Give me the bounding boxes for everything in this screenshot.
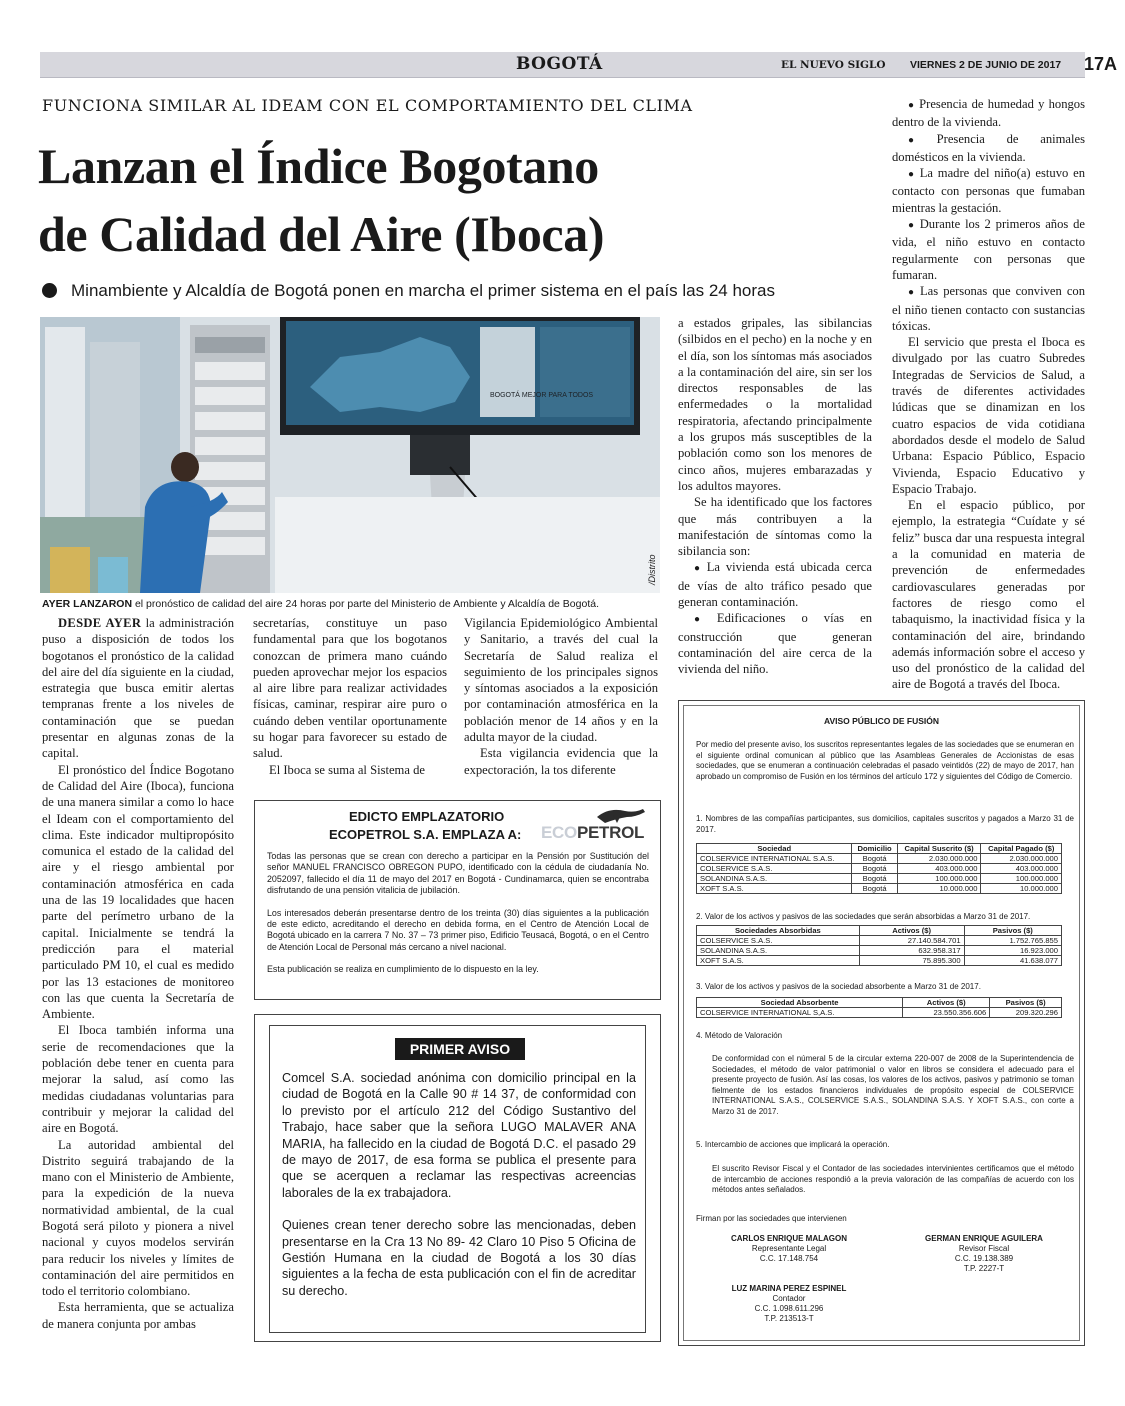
table-cell: 10.000.000 <box>897 884 981 894</box>
paragraph: El Iboca se suma al Sistema de <box>269 762 425 777</box>
signer-name: GERMAN ENRIQUE AGUILERA <box>925 1234 1043 1243</box>
signature-block <box>714 1234 864 1264</box>
paragraph: secretarías, constituye un paso fundamental para que los bogotanos conozcan de primera mano cuándo pueden aprovechar mejor los espacios al aire libre para realizar actividades físicas, caminar, respirar aire puro o cuándo deben ventilar oportunamente su hogar para favorecer su estado de salud. <box>253 616 447 761</box>
table-row <box>697 956 1062 966</box>
paragraph: Quienes crean tener derecho sobre las mencionadas, deben presentarse en la Cra 13 No 89- 42 Claro 10 Piso 5 Oficina de Gestión Humana en la ciudad de Bogotá a los 30 días siguientes a la fecha de esta publicación con el fin de acreditar su derecho. <box>282 1218 636 1298</box>
article-column-5 <box>892 96 1085 693</box>
signer-role: Revisor Fiscal <box>958 1244 1010 1253</box>
bullet-item: ● La madre del niño(a) estuvo en contacto con personas que fumaban mientras la gestación. <box>892 165 1085 216</box>
table-cell: COLSERVICE INTERNATIONAL S,A.S. <box>697 1008 903 1018</box>
table-cell: 100.000.000 <box>981 874 1062 884</box>
signer-name: LUZ MARINA PEREZ ESPINEL <box>731 1284 847 1293</box>
table-cell: Bogotá <box>852 874 897 884</box>
fusion-item-5: 5. Intercambio de acciones que implicará la operación. <box>696 1140 890 1149</box>
column-header: Pasivos ($) <box>990 998 1062 1008</box>
edicto-body <box>267 851 649 987</box>
table-cell: 27.140.584.701 <box>859 936 964 946</box>
photo-illustration <box>40 317 660 593</box>
table-cell: Bogotá <box>852 854 897 864</box>
table-cell: 632.958.317 <box>859 946 964 956</box>
table-row <box>697 946 1062 956</box>
table-cell: XOFT S.A.S. <box>697 884 852 894</box>
article-column-4 <box>678 315 872 678</box>
bullet-item: ● Durante los 2 primeros años de vida, el niño estuvo en contacto regularmente con personas que fumaran. <box>892 216 1085 283</box>
subtitle-text: Minambiente y Alcaldía de Bogotá ponen en marcha el primer sistema en el país las 24 horas <box>71 281 776 300</box>
signer-role: Contador <box>772 1294 806 1303</box>
fusion-item-4: 4. Método de Valoración <box>696 1031 783 1040</box>
table-cell: 41.638.077 <box>964 956 1061 966</box>
bullet-item: ● La vivienda está ubicada cerca de vías de alto tráfico pesado que generan contaminación. <box>678 559 872 610</box>
table-cell: 403.000.000 <box>981 864 1062 874</box>
fusion-intro: Por medio del presente aviso, los suscritos representantes legales de las sociedades que se enumeran en el siguiente ordinal comunican al público que las Asambleas Generales de Accionistas de esas sociedades, que se enumeran a continuación celebradas el pasado veintidós (22) de mayo de 2017, han aprobado un compromiso de Fusión en los términos del artículo 172 y siguientes del Código de Comercio. <box>696 740 1074 781</box>
table-cell: 16.923.000 <box>964 946 1061 956</box>
column-header: Domicilio <box>852 844 897 854</box>
paragraph: En el espacio público, por ejemplo, la estrategia “Cuídate y sé feliz” busca dar una respuesta integral a la comunidad en materia de prevención de enfermedades cardiovasculares generadas por factores de riesgo como el tabaquismo, la inactividad física y la contaminación del aire, brindando además información sobre el acceso y uso del pronóstico de la calidad del aire de Bogotá a través del Iboca. <box>892 498 1085 692</box>
paragraph: Esta herramienta, que se actualiza de manera conjunta por ambas <box>42 1300 234 1331</box>
column-header: Capital Suscrito ($) <box>897 844 981 854</box>
absorbed-companies-table <box>696 925 1062 966</box>
logo-petrol: PETROL <box>576 823 645 842</box>
article-column-1 <box>42 615 234 1332</box>
table-row <box>697 884 1062 894</box>
article-subtitle <box>42 281 775 301</box>
bullet-item: ● Edificaciones o vías en construcción que generan contaminación del aire cerca de la vivienda del niño. <box>678 610 872 677</box>
edicto-notice <box>254 800 661 1000</box>
publication-date: VIERNES 2 DE JUNIO DE 2017 <box>910 59 1062 71</box>
table-row <box>697 874 1062 884</box>
table-cell: Bogotá <box>852 864 897 874</box>
signer-name: CARLOS ENRIQUE MALAGON <box>731 1234 847 1243</box>
section-name: BOGOTÁ <box>516 54 603 74</box>
table-cell: SOLANDINA S.A.S. <box>697 874 852 884</box>
logo-eco: ECO <box>541 823 577 842</box>
caption-lead: AYER LANZARON <box>42 598 133 610</box>
article-kicker: FUNCIONA SIMILAR AL IDEAM CON EL COMPORTAMIENTO DEL CLIMA <box>42 96 693 115</box>
table-header-row <box>697 844 1062 854</box>
table-cell: Bogotá <box>852 884 897 894</box>
table-row <box>697 864 1062 874</box>
photo-credit: /Distrito <box>647 554 657 585</box>
table-cell: 1.752.765.855 <box>964 936 1061 946</box>
fusion-item-1: 1. Nombres de las compañías participantes, sus domicilios, capitales suscritos y pagados a Marzo 31 de 2017. <box>696 814 1074 834</box>
signer-role: Representante Legal <box>751 1244 827 1253</box>
table-cell: 23.550.356.606 <box>903 1008 990 1018</box>
fusion-title: AVISO PÚBLICO DE FUSIÓN <box>823 716 940 726</box>
edicto-subtitle: ECOPETROL S.A. EMPLAZA A: <box>329 827 522 842</box>
primer-aviso-body <box>282 1070 636 1315</box>
absorbing-company-table <box>696 997 1062 1018</box>
table-cell: COLSERVICE INTERNATIONAL S.A.S. <box>697 854 852 864</box>
column-header: Activos ($) <box>903 998 990 1008</box>
column-header: Sociedad Absorbente <box>697 998 903 1008</box>
ecopetrol-logo <box>539 803 657 845</box>
signer-tp: T.P. 213513-T <box>764 1314 814 1323</box>
table-cell: 2.030.000.000 <box>897 854 981 864</box>
paragraph: Esta vigilancia evidencia que la expectoración, la tos diferente <box>464 746 658 777</box>
signer-tp: T.P. 2227-T <box>963 1264 1005 1273</box>
table-row <box>697 1008 1062 1018</box>
bullet-dot-icon <box>42 283 57 298</box>
fusion-item-2: 2. Valor de los activos y pasivos de las sociedades que serán absorbidas a Marzo 31 de 2017. <box>696 912 1031 921</box>
fusion-item-3: 3. Valor de los activos y pasivos de la sociedad absorbente a Marzo 31 de 2017. <box>696 982 981 991</box>
table-header-row <box>697 926 1062 936</box>
paragraph-text: la administración puso a disposición de todos los bogotanos el pronóstico de la calidad del aire del día siguiente en la ciudad, estrategia que busca emitir alertas tempranas frente a los niveles de contaminación que se puedan presentar en algunas zonas de la capital. <box>42 616 234 761</box>
table-cell: COLSERVICE S.A.S. <box>697 936 860 946</box>
column-header: Sociedad <box>697 844 852 854</box>
paragraph: La autoridad ambiental del Distrito seguirá trabajando de la mano con el Ministerio de Ambiente, para la expedición de la nueva normatividad ambiental, de la cual Bogotá será piloto y pionera a nivel nacional y cuyos modelos servirán para reducir los niveles y límites de contaminación del aire permitidos en todo el territorio colombiano. <box>42 1137 234 1299</box>
table-cell: 403.000.000 <box>897 864 981 874</box>
table-row <box>697 854 1062 864</box>
title-line-2: de Calidad del Aire (Iboca) <box>38 206 605 262</box>
table-cell: 100.000.000 <box>897 874 981 884</box>
table-cell: 2.030.000.000 <box>981 854 1062 864</box>
signer-id: C.C. 19.138.389 <box>954 1254 1014 1263</box>
table-cell: 10.000.000 <box>981 884 1062 894</box>
paragraph: El Iboca también informa una serie de recomendaciones que la población debe tener en cuenta para mejorar la salud, así como las medidas ciudadanas voluntarias para contribuir y mejorar la calidad del aire en Bogotá. <box>42 1023 234 1136</box>
table-cell: COLSERVICE S.A.S. <box>697 864 852 874</box>
primer-aviso-notice <box>254 1014 661 1342</box>
column-header: Sociedades Absorbidas <box>697 926 860 936</box>
title-line-1: Lanzan el Índice Bogotano <box>38 138 599 194</box>
screen-logo-text: BOGOTÁ MEJOR PARA TODOS <box>490 392 594 399</box>
paragraph: a estados gripales, las sibilancias (silbidos en el pecho) en la noche y en el día, son los síntomas más asociados a la contaminación del aire, sin ser los directos responsables de las enfermedades o la mortalidad respiratoria, afectando principalmente a los grupos más susceptibles de la población como son los menores de cinco años, mujeres embarazadas y los adultos mayores. <box>678 316 872 493</box>
column-header: Capital Pagado ($) <box>981 844 1062 854</box>
bullet-item: ● Las personas que conviven con el niño tienen contacto con sustancias tóxicas. <box>892 283 1085 334</box>
fusion-item-4-body: De conformidad con el númeral 5 de la circular externa 220-007 de 2008 de la Superintendencia de Sociedades, el método de valor patrimonial o valor en libros se considera el adecuado para el presente proyecto de fusión. Así las cosas, los valores de los activos, pasivos y patrimonio se toman fielmente de los estados financieros individuales de propósito especial de COLSERVICE INTERNATIONAL S.A.S., COLSERVICE S.A.S., SOLANDINA S.A.S. Y XOFT S.A.S., con corte a Marzo 31 de 2017. <box>712 1054 1074 1116</box>
column-header: Pasivos ($) <box>964 926 1061 936</box>
signer-id: C.C. 1.098.611.296 <box>754 1304 824 1313</box>
table-cell: 75.895.300 <box>859 956 964 966</box>
column-header: Activos ($) <box>859 926 964 936</box>
primer-aviso-title: PRIMER AVISO <box>395 1038 525 1060</box>
lead-in: DESDE AYER <box>58 616 142 630</box>
paragraph: Se ha identificado que los factores que más contribuyen a la manifestación de síntomas como la sibilancia son: <box>678 495 872 559</box>
newspaper-name: EL NUEVO SIGLO <box>781 59 886 71</box>
table-header-row <box>697 998 1062 1008</box>
article-column-2 <box>253 615 447 778</box>
photo-caption <box>42 598 599 610</box>
signature-block <box>909 1234 1059 1274</box>
table-cell: SOLANDINA S.A.S. <box>697 946 860 956</box>
signer-id: C.C. 17.148.754 <box>759 1254 819 1263</box>
page-header <box>40 52 1118 78</box>
fusion-signed-line: Firman por las sociedades que intervienen <box>696 1214 847 1223</box>
paragraph: Esta publicación se realiza en cumplimiento de lo dispuesto en la ley. <box>267 964 539 975</box>
article-photo <box>40 317 660 593</box>
signature-block <box>714 1284 864 1324</box>
article-column-3 <box>464 615 658 778</box>
article-title <box>38 132 898 268</box>
bullet-item: ● Presencia de animales domésticos en la vivienda. <box>892 131 1085 166</box>
bullet-item: ● Presencia de humedad y hongos dentro de la vivienda. <box>892 96 1085 131</box>
fusion-item-5-body: El suscrito Revisor Fiscal y el Contador de las sociedades intervinientes certificamos que el método de intercambio de acciones respondió a la previa valoración de las compañías de acuerdo con los métodos antes señalados. <box>712 1164 1074 1195</box>
paragraph: Los interesados deberán presentarse dentro de los treinta (30) días siguientes a la publicación de este edicto, acreditando el derecho en debida forma, en el Centro de Atención Local de Bogotá ubicado en la carrera 7 No. 37 – 73 primer piso, Edificio Teusacá, Bogotá, o en el Centro de Atención Local de Personal más cercano a nivel nacional. <box>267 907 649 952</box>
table-row <box>697 936 1062 946</box>
edicto-title: EDICTO EMPLAZATORIO <box>349 809 505 824</box>
page-number: 17A <box>1084 54 1118 74</box>
paragraph: Vigilancia Epidemiológico Ambiental y Sanitario, a través del cual la Secretaría de Salud realiza el seguimiento de los principales signos y síntomas asociados a la exposición por contaminación atmosférica en la población menor de 14 años y en la adulta mayor de la ciudad. <box>464 616 658 745</box>
caption-text: el pronóstico de calidad del aire 24 horas por parte del Ministerio de Ambiente y Alcaldía de Bogotá. <box>132 598 599 610</box>
paragraph: Comcel S.A. sociedad anónima con domicilio principal en la ciudad de Bogotá en la Calle 90 # 14 37, de conformidad con lo previsto por el artículo 212 del Código Sustantivo del Trabajo, hace saber que la señora LUGO MALAVER ANA MARIA, ha fallecido en la ciudad de Bogotá D.C. el pasado 29 de mayo de 2017, de esa forma se publica el presente para que se acerquen a reclamar las respectivas acreencias laborales de la ex trabajadora. <box>282 1071 636 1200</box>
paragraph: El servicio que presta el Iboca es divulgado por las cuatro Subredes Integradas de Servicios de Salud, a través de diferentes actividades lúdicas que se dinamizan en los cuatro espacios de vida cotidiana abordados desde el modelo de Salud Urbana: Espacio Público, Espacio Vivienda, Espacio Educativo y Espacio Trabajo. <box>892 335 1085 496</box>
fusion-notice <box>678 700 1085 1346</box>
table-cell: 209.320.296 <box>990 1008 1062 1018</box>
paragraph <box>42 615 234 762</box>
table-cell: XOFT S.A.S. <box>697 956 860 966</box>
paragraph: Todas las personas que se crean con derecho a participar en la Pensión por Sustitución del señor MANUEL FRANCISCO OBREGON PUPO, identificado con la cédula de ciudadanía No. 2052097, fallecido el día 11 de mayo del 2017 en Bogotá - Cundinamarca, quien se encontraba disfrutando de una pensión vitalicia de jubilación. <box>267 851 649 896</box>
paragraph: El pronóstico del Índice Bogotano de Calidad del Aire (Iboca), funciona de una manera similar a como lo hace el Ideam con el comportamiento del clima. Este indicador multipropósito comunica el estado de la calidad del aire y el riesgo ambiental por contaminación atmosférica en cada una de las 19 localidades que hacen parte del perímetro urbano de la capital. Inicialmente se tendrá la predicción para el material particulado PM 10, el cual es medido por las 13 estaciones de monitoreo con las que cuenta la Secretaría de Ambiente. <box>42 762 234 1022</box>
companies-table <box>696 843 1062 894</box>
